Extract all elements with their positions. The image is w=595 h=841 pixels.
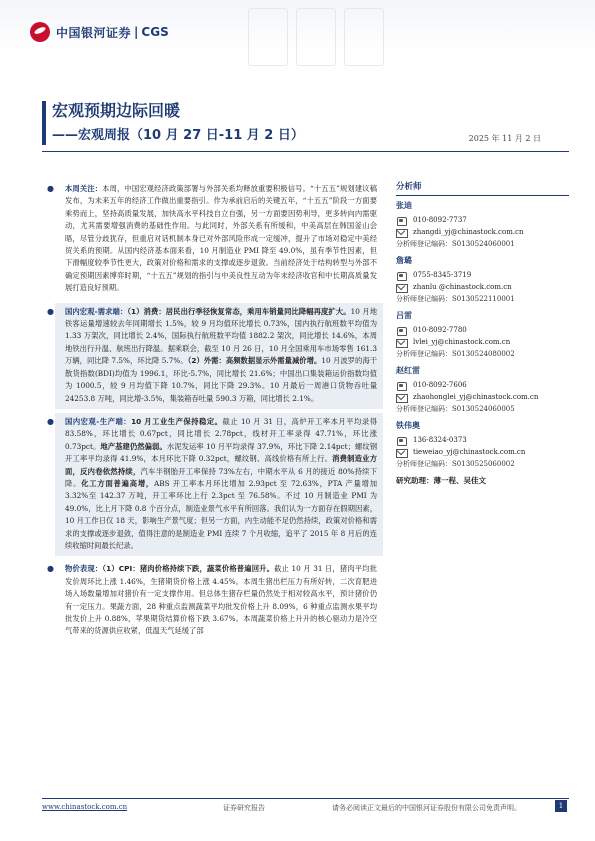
section-text: 10 月地铁客运量增速较去年同期增长 1.5%，较 9 月均值环比增长 0.73%，国内执行航班数平均值为 1.33 万架次，同比增长 2.4%，国际执行航班数平均值 1882.2 架次，同比增长 14.6%，本周地铁出行升温、航班出行降温。据乘联会，截至 10 月 26 日，10 月全国乘用车市场零售 161.3 万辆，同比降 7.5%，环比降 5.7%。	[65, 306, 378, 366]
mail-icon	[396, 338, 407, 347]
mail-icon	[396, 228, 407, 237]
analyst-reg-code: 分析师登记编码：S0130524080002	[396, 350, 515, 358]
analyst-reg-code: 分析师登记编码：S0130522110001	[396, 295, 515, 303]
section-lead: 物价表现：	[65, 564, 103, 574]
section-highlight: 化工方面普遍高增，	[81, 478, 155, 488]
section-subhead: （2）外需：高频数据显示外需量减价增。	[187, 356, 322, 366]
phone-icon	[396, 436, 407, 445]
analyst-reg-code: 分析师登记编码：S0130525060002	[396, 460, 515, 468]
analyst-email[interactable]: zhanlu @chinastock.com.cn	[413, 283, 512, 291]
bullet-icon: ●	[47, 306, 54, 316]
report-subtitle: ——宏观周报（10 月 27 日-11 月 2 日）	[52, 128, 304, 143]
section-text: 10 月波罗的海干散货指数(BDI)均值为 1996.1，环比-5.7%，同比增长 21.6%；中国出口集装箱运价指数均值为 1000.5，较 9 月均值下降 10.7%，同比下降 29.3%。10 月最后一周港口货物吞吐量 24253.8 万吨，同比增-3.5%，集装箱吞吐量 590.3 万箱，同比增长 2.1%。	[65, 356, 377, 403]
section-demand	[47, 303, 383, 409]
analyst-card	[396, 365, 569, 415]
analyst-phone: 010-8092-7780	[413, 326, 467, 334]
section-text: 本周，中国宏观经济政策部署与外部关系均释放重要积极信号。“十五五”规划建议稿发布，为未来五年的经济工作做出重要指引。作为承前启后的关键五年，“十五五”阶段一方面要乘势而上，坚持高质量发展，加快高水平科技自立自强，另一方面要因势利导，更多转向内需驱动，尤其需要增强消费的基础性作用。与此同时，外部关系有所缓和，中美高层在韩国釜山会晤，尽管分歧犹存，但重启对话机制本身已对外部风险形成一定缓冲，提升了市场对稳定中美经贸关系的预期。从国内经济基本面来看，10 月制造业 PMI 降至 49.0%，虽有季节性因素，但下滑幅度较季节性更大，政策对价格和需求的支撑或逐步退敛。当前经济处于结构转型与外部不确定预期因素博弈时期，“十五五”规划的指引与中美良性互动为年末经济收官和中长期高质量发展打造良好预期。	[65, 184, 377, 293]
watermark-shape	[296, 8, 336, 66]
logo-brand-cn: 中国银河证券	[56, 25, 132, 40]
analyst-card	[396, 200, 569, 250]
logo-mark-icon	[30, 22, 50, 42]
analyst-reg-code: 分析师登记编码：S0130524060001	[396, 240, 515, 248]
bullet-icon: ●	[47, 416, 54, 426]
section-prices	[47, 560, 383, 641]
phone-icon	[396, 381, 407, 390]
report-title: 宏观预期边际回暖	[52, 101, 181, 120]
footer-doc-type: 证券研究报告	[223, 804, 265, 812]
analyst-name: 吕雷	[396, 311, 412, 320]
analyst-name: 张迪	[396, 201, 412, 210]
analyst-card	[396, 310, 569, 360]
section-highlight: 地产基建仍然偏弱。	[100, 441, 167, 451]
watermark-shape	[344, 8, 384, 66]
analyst-email[interactable]: zhaohonglei_yj@chinastock.com.cn	[413, 393, 539, 401]
section-weekly-focus	[47, 180, 383, 299]
analyst-name: 詹璐	[396, 256, 412, 265]
mail-icon	[396, 393, 407, 402]
analyst-card	[396, 255, 569, 305]
logo-separator: |	[134, 25, 139, 39]
bullet-icon: ●	[47, 184, 54, 193]
bullet-icon: ●	[47, 564, 54, 574]
section-text: 截止 10 月 31 日，猪肉平均批发价周环比上涨 1.46%，生猪期货价格上涨 4.45%。本周生猪出栏压力有所好转，二次育肥进场入场数量增加对猪价有一定支撑作用。但总体生猪存栏量仍然处于相对较高水平，预计猪价仍有一定压力。果蔬方面，28 种重点监测蔬菜平均批发价格上升 8.09%，6 种重点监测水果平均批发价上升 0.88%，苹果期货结算价格下跌 3.67%。本周蔬菜价格上升升的核心驱动力是冷空气带来的货源供应收紧，低温天气延缓了部	[65, 564, 378, 636]
page-number: 1	[555, 800, 567, 812]
research-assistants: 研究助理：薄一程、吴佳文	[396, 476, 486, 485]
footer-divider	[42, 798, 569, 799]
analyst-name: 铁伟奥	[396, 421, 420, 430]
section-highlight: 10 月工业生产保持稳定。	[131, 416, 223, 426]
mail-icon	[396, 448, 407, 457]
section-text: 水泥发运率 10 月平均录得 37.9%，环比下降 2.14pct；螺纹钢开工率平均录得 41.9%，本月环比下降 0.32pct，螺纹钢、高线价格有所上行。	[65, 441, 378, 464]
sidebar-title: 分析师	[396, 180, 569, 196]
analyst-email[interactable]: lvlei_yj@chinastock.com.cn	[413, 338, 511, 346]
section-text: 汽车半钢胎开工率保持 73%左右，中期水平从 6 月的接近 80%持续下降。	[65, 466, 377, 488]
phone-icon	[396, 326, 407, 335]
header-banner	[0, 0, 595, 80]
section-lead: 国内宏观-需求端：	[65, 306, 128, 316]
section-production	[47, 413, 383, 556]
section-highlight: 居民出行季径恢复常态，乘用车销量同比降幅再度扩大。	[165, 306, 351, 316]
title-divider	[42, 151, 569, 152]
analyst-name: 赵红雷	[396, 366, 420, 375]
analyst-phone: 010-8092-7737	[413, 216, 467, 224]
section-lead: 本周关注：	[65, 184, 103, 193]
section-highlight: 消费制造业方面，反内卷依然持续，	[65, 454, 377, 476]
analyst-card	[396, 420, 569, 470]
logo-brand-en: CGS	[141, 25, 169, 39]
analyst-email[interactable]: tieweiao_yj@chinastock.com.cn	[413, 448, 526, 456]
section-text: 截止 10 月 31 日，高炉开工率本月平均录得 83.58%，环比增长 0.67pct，同比增长 2.78pct，线材开工率录得 47.71%，环比涨 0.73pct。	[65, 416, 377, 451]
section-highlight: （1）CPI：猪肉价格持续下跌，蔬菜价格普遍回升。	[102, 564, 275, 574]
footer-website-link[interactable]: www.chinastock.com.cn	[42, 803, 128, 811]
mail-icon	[396, 283, 407, 292]
report-date: 2025 年 11 月 2 日	[468, 134, 541, 143]
analyst-phone: 010-8092-7606	[413, 381, 467, 389]
footer-disclaimer: 请务必阅读正文最后的中国银河证券股份有限公司免责声明。	[332, 804, 521, 812]
section-subhead: （1）消费：	[127, 306, 166, 316]
title-accent-bar	[42, 101, 46, 145]
analyst-reg-code: 分析师登记编码：S0130524060005	[396, 405, 515, 413]
analyst-phone: 0755-8345-3719	[413, 271, 472, 279]
watermark-shape	[248, 8, 288, 66]
analyst-phone: 136-8324-0373	[413, 436, 467, 444]
phone-icon	[396, 271, 407, 280]
phone-icon	[396, 216, 407, 225]
analyst-email[interactable]: zhangdi_yj@chinastock.com.cn	[413, 228, 524, 236]
main-content	[47, 180, 383, 646]
section-text: ABS 开工率本月环比增加 2.93pct 至 72.63%，PTA 产量增加 3.32%至 142.37 万吨，开工率环比上行 2.3pct 至 76.58%。不过 10 月制造业 PMI 为 49.0%，比上月下降 0.8 个百分点，制造业景气水平有所回落。我们认为一方面存在假期因素，10 月工作日仅 18 天，影响生产景气度；但另一方面，内生动能不足仍然持续，政策对价格和需求的支撑或逐步退敛，值得注意的是制造业 PMI 连续 7 个月收缩，追平了 2015 年 8 月后的连续收缩时间最长纪录。	[65, 478, 377, 550]
analyst-sidebar	[396, 180, 569, 486]
section-lead: 国内宏观-生产端：	[65, 416, 132, 426]
company-logo	[30, 22, 169, 42]
